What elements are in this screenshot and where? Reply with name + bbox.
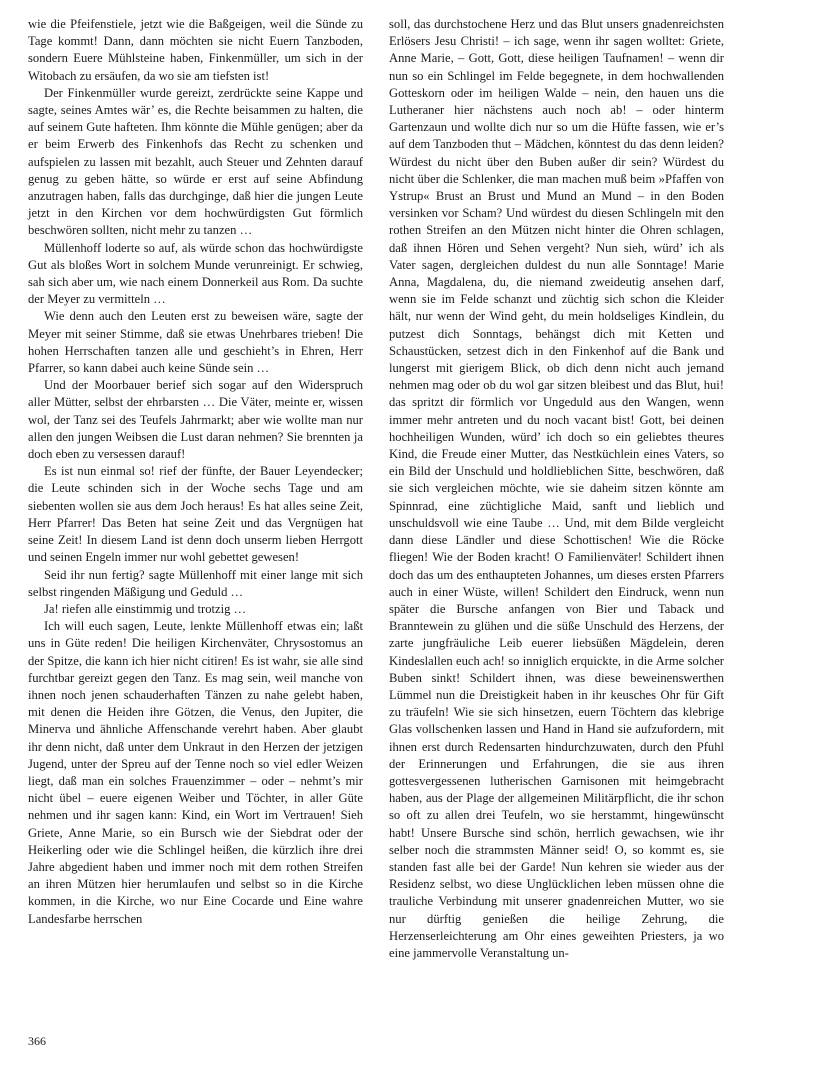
paragraph: Der Finkenmüller wurde gereizt, zerdrückte seine Kappe und sagte, seines Amtes wär’ es, die Rechte beisammen zu halten, die auf seinem Gute hafteten. Ihm könnte die Mühle genügen; aber da er beim Erwerb des Finkenhofs das Recht zu schenken und aufspielen zu lassen mit bezahlt, auch Steuer und Zehnten darauf genug zu geben hätte, so würde er erst auf seine Abfindung anzutragen haben, falls das durchginge, daß hier die jungen Leute jetzt in den Kirchen vor dem hochwürdigsten Gut förmlich beschwören sollten, nicht mehr zu tanzen … [28,85,363,238]
page-number: 366 [28,1034,46,1048]
paragraph: Ja! riefen alle einstimmig und trotzig … [44,601,247,616]
paragraph: Seid ihr nun fertig? sagte Müllenhoff mit einer lange mit sich selbst ringenden Mäßigung und Geduld … [28,567,363,599]
paragraph: soll, das durchstochene Herz und das Blut unsers gnadenreichsten Erlösers Jesu Christi! – ich sage, wenn ihr sagen wolltet: Griete, Anne Marie, – Gott, Gott, diese heiligen Taufnamen! – wenn dir nun so ein Schlingel im Felde begegnete, in dem hochwallenden Gotteskorn oder im heiligen Walde – nein, den hauen uns die Lutheraner hier nächstens auch noch ab! – oder hinterm Gartenzaun und wollte dich nur so um die Hüfte fassen, wie er’s auf dem Tanzboden thut – Mädchen, könntest du das denn leiden? Würdest du nicht über den Buben außer dir sein? Würdest du nicht über die Schlenker, die man machen muß beim »Pfaffen von Ystrup« Brust an Brust und Mund an Mund – in den Boden versinken vor Scham? Und würdest du diesen Schlingeln mit den rothen Streifen an den Mützen nicht hinter die Ohren schlagen, daß ihnen Hören und Sehen vergeht? Nun sieh, würd’ ich als Vater sagen, dergleichen duldest du nun alle Sonntage! Marie Anna, Magdalena, du, die niemand zweideutig ansehen darf, wenn sie im Felde schanzt und züchtig sich schon die Kleider hält, nur wenn der Wind geht, du mein holdseliges Kindlein, du putzest dich Sonntags, behängst dich mit Ketten und Schaustücken, setzest dich in den Finkenhof auf die Bank und lungerst mit gierigem Blick, ob dich denn nicht auch jemand nehmen mag oder ob du wol gar sitzen bleibest und das Blut, hui! das spritzt dir förmlich vor Ungeduld aus den Wangen, wenn immer mehr antreten und du noch vacant bist! Gott, bei deinen hochheiligen Wunden, würd’ ich doch so ein geliebtes theures Kind, die Freude einer Mutter, das Nestküchlein eines Vaters, so ein Bild der Unschuld und holdlieblichen Sitte, beschwören, daß sie sich vergleichen möchte, wie sie daheim sitzen könnte am Spinnrad, eine züchtigliche Maid, sanft und lieblich und unschuldsvoll wie eine Taube … Und, mit dem Bilde vergleicht dann diese Ländler und diese Schottischen! Wie die Röcke fliegen! Wie der Boden kracht! O Familienväter! Schildert ihnen doch das um des enthaupteten Johannes, um dieses ersten Pfarrers auch in einer Wüste, willen! Schildert den Eindruck, wenn nun später die Bursche anfangen von Bier und Taback und Branntewein zu glühen und die süße Unschuld des Herzens, der zarte jungfräuliche Leib euerer liebsüßen Mägdelein, deren Kindeslallen euch ach! so inniglich erquickte, in die Arme solcher Buben sinkt! Schildert ihnen, was diese beweinenswerthen Lümmel nun die Dreistigkeit haben in ihr keusches Ohr für Gift zu träufeln! Wie sie sich hinsetzen, euern Töchtern das klebrige Glas vollschenken lassen und Hand in Hand sie aufzufordern, mit ihnen erst durch Redensarten hindurchzuwaten, durch den Pfuhl der Erinnerungen und Erfahrungen, die sie aus ihren gottesvergessenen lutherischen Garnisonen mit heimgebracht haben, aus der Plage der allgemeinen Militärpflicht, die ihr schon so oft zu allen drei Teufeln, wo sie herstammt, hingewünscht habt! Unsere Bursche sind schön, herrlich gewachsen, wie ihr selber noch die strammsten Männer seid! O, so kommt es, sie standen fast alle bei der Garde! Nun kehren sie wieder aus der Residenz selbst, wo diese Unglücklichen leben müssen ohne die trauliche Verbindung mit unserer gnadenreichen Mutter, wo sie nur dürftig genießen die heilige Zehrung, die Herzenserleichterung am Ohr eines geweihten Priesters, ja wo eine jammervolle Veranstaltung un- [389,17,724,960]
paragraph: Und der Moorbauer berief sich sogar auf den Widerspruch aller Mütter, selbst der ehrbarsten … Die Väter, meinte er, wissen wol, der Tanz sei des Teufels Jahrmarkt; aber wie wollte man nur allen den jungen Weibsen die Lust daran nehmen? Sie brennten ja doch eben zu versessen darauf! [28,378,363,462]
paragraph: Wie denn auch den Leuten erst zu beweisen wäre, sagte der Meyer mit seiner Stimme, daß sie etwas Unehrbares trieben! Die hohen Herrschaften tanzen alle und geschieht’s in Ehren, Herr Pfarrer, so kann dabei auch keine Sünde sein … [28,309,363,376]
paragraph: Ich will euch sagen, Leute, lenkte Müllenhoff etwas ein; laßt uns in Güte reden! Die heiligen Kirchenväter, Chrysostomus an der Spitze, die kann ich hier nicht citiren! Es ist wahr, sie alle sind furchtbar gereizt gegen den Tanz. Es mag sein, weil manche von ihnen noch jenen schauderhaften Tänzen zu nahe gelebt haben, mit denen die Heiden ihre Götzen, die Venus, den Jupiter, die Minerva und ähnliche Affenschande verehrt haben. Aber glaubt ihr denn nicht, daß unter dem Unkraut in den Herzen der jetzigen Jugend, unter der Spreu auf der Tenne noch so viel edler Weizen liegt, daß man ein solches Frauenzimmer – oder – nehmt’s mir nicht übel – euere eigenen Weiber und Töchter, in aller Güte nehmen und ihr sagen kann: Kind, ein Wort im Vertrauen! Sieh Griete, Anne Marie, so ein Bursch wie der Siebdrat oder der Heikerling oder wie die Schlingel heißen, die kürzlich ihre drei Jahre abgedient haben und immer noch mit dem rothen Streifen an ihren Mützen hier herumlaufen und selbst so in die Kirche kommen, in die Kirche, wo nur Eine Cocarde und Eine wahre Landesfarbe herrschen [28,619,363,926]
paragraph: Es ist nun einmal so! rief der fünfte, der Bauer Leyendecker; die Leute schinden sich in der Woche sechs Tage und am siebenten wollen sie aus dem Joch heraus! Es hat alles seine Zeit, Herr Pfarrer! Das Beten hat seine Zeit und das Vergnügen hat seine Zeit! In diesem Land ist denn doch unserm lieben Herrgott und seinen Engeln immer nur wohl gebettet gewesen! [28,464,363,565]
paragraph: Müllenhoff loderte so auf, als würde schon das hochwürdigste Gut als bloßes Wort in solchem Munde verunreinigt. Er schwieg, sah sich aber um, wie nach einem Donnerkeil aus Rom. Da suchte der Meyer zu vermitteln … [28,240,363,307]
paragraph: wie die Pfeifenstiele, jetzt wie die Baßgeigen, weil die Sünde zu Tage kommt! Dann, dann möchten sie nicht Euern Tanzboden, sondern Euere Mühlsteine haben, Finkenmüller, um sich in der Witobach zu ersäufen, da wo sie am tiefsten ist! [28,17,363,83]
text-column-left [28,16,363,928]
text-column-right [389,16,724,962]
